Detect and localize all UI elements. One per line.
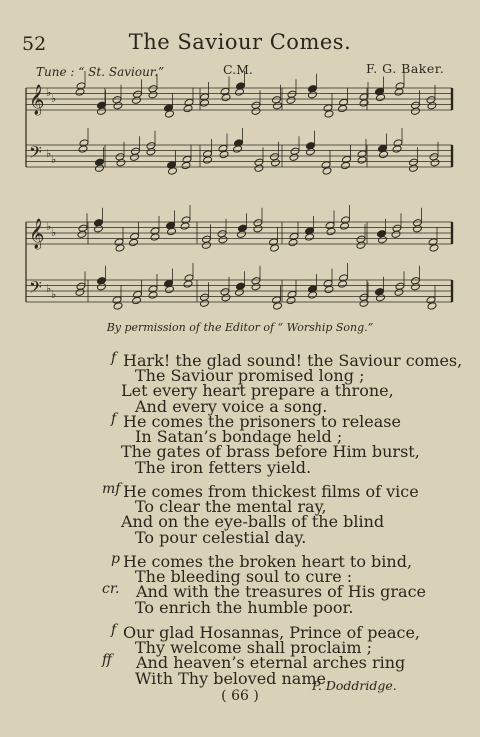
meter-label: C.M. xyxy=(223,62,253,77)
hymn-line: He comes the broken heart to bind, xyxy=(123,552,413,571)
note-head xyxy=(77,230,87,238)
note-head xyxy=(75,88,85,96)
dynamic-mark: mf xyxy=(102,481,121,497)
hymn-line: With Thy beloved name. xyxy=(135,668,332,688)
note-head xyxy=(180,222,190,230)
note-head xyxy=(202,241,212,249)
flat-icon: ♭ xyxy=(46,220,52,233)
note-head xyxy=(394,288,404,296)
note-head xyxy=(413,225,423,233)
note-head xyxy=(359,299,369,307)
hymn-line: Let every heart prepare a throne, xyxy=(121,381,394,401)
flat-icon: ♭ xyxy=(51,153,57,166)
note-head xyxy=(356,241,366,249)
dynamic-mark: cr. xyxy=(102,581,120,598)
note-head xyxy=(392,145,402,153)
note-head xyxy=(95,164,105,172)
bass-clef-icon: 𝄢 xyxy=(29,142,42,166)
note-head xyxy=(340,222,350,230)
bass-clef-icon: 𝄢 xyxy=(29,277,42,301)
note-head xyxy=(251,283,261,291)
treble-clef-icon: 𝄞 xyxy=(29,219,45,249)
dynamic-mark: p xyxy=(111,551,120,567)
note-head xyxy=(235,88,245,96)
note-head xyxy=(203,156,213,164)
note-head xyxy=(359,99,369,107)
hymn-line: The Saviour promised long ; xyxy=(135,366,365,386)
hymn-line: And with the treasures of His grace xyxy=(136,582,426,602)
flat-icon: ♭ xyxy=(51,226,57,239)
note-head xyxy=(308,91,318,99)
note-head xyxy=(338,280,348,288)
note-head xyxy=(97,107,107,115)
flat-icon: ♭ xyxy=(51,92,57,105)
note-head xyxy=(341,161,351,169)
note-head xyxy=(130,153,140,161)
note-head xyxy=(94,225,104,233)
note-head xyxy=(78,145,88,153)
note-head xyxy=(357,156,367,164)
note-head xyxy=(286,296,296,304)
note-head xyxy=(146,148,156,156)
note-head xyxy=(132,96,142,104)
note-head xyxy=(254,164,264,172)
dynamic-mark: f xyxy=(111,411,117,427)
permission-note: By permission of the Editor of “ Worship Song.” xyxy=(106,321,374,334)
dynamic-mark: f xyxy=(111,622,117,638)
hymn-line: To enrich the humble poor. xyxy=(135,597,354,617)
note-head xyxy=(409,164,419,172)
note-head xyxy=(411,283,421,291)
hymn-title: The Saviour Comes. xyxy=(128,30,352,54)
music-score xyxy=(0,0,480,330)
hymn-line: Our glad Hosannas, Prince of peace, xyxy=(123,623,421,642)
note-head xyxy=(251,107,261,115)
hymn-line: The iron fetters yield. xyxy=(135,457,312,477)
note-head xyxy=(288,238,298,246)
note-head xyxy=(394,88,404,96)
hymn-line: To pour celestial day. xyxy=(135,527,307,547)
note-head xyxy=(289,153,299,161)
author-name: P. Doddridge. xyxy=(312,678,397,693)
note-head xyxy=(306,148,316,156)
note-head xyxy=(97,283,107,291)
hymn-line: The bleeding soul to cure : xyxy=(135,567,353,587)
note-head xyxy=(183,104,193,112)
page-number: 52 xyxy=(22,33,47,55)
note-head xyxy=(148,291,158,299)
note-head xyxy=(305,233,315,241)
note-head xyxy=(338,104,348,112)
note-head xyxy=(233,145,243,153)
hymn-line: He comes the prisoners to release xyxy=(123,412,401,431)
note-head xyxy=(308,291,318,299)
hymn-line: And heaven’s eternal arches ring xyxy=(136,653,406,673)
composer-name: F. G. Baker. xyxy=(366,61,445,76)
note-head xyxy=(150,233,160,241)
flat-icon: ♭ xyxy=(46,86,52,99)
note-head xyxy=(75,288,85,296)
tune-name: Tune : “ St. Saviour.” xyxy=(36,65,165,79)
note-head xyxy=(411,107,421,115)
hymn-line: He comes from thickest films of vice xyxy=(123,482,419,501)
note-head xyxy=(253,225,263,233)
note-head xyxy=(286,96,296,104)
flat-icon: ♭ xyxy=(46,147,52,160)
hymn-line: In Satan’s bondage held ; xyxy=(135,427,343,447)
note-head xyxy=(200,299,210,307)
note-head xyxy=(148,91,158,99)
note-head xyxy=(181,161,191,169)
dynamic-mark: f xyxy=(111,350,117,366)
hymn-line: And on the eye-balls of the blind xyxy=(121,512,385,532)
hymn-line: Thy welcome shall proclaim ; xyxy=(135,638,372,658)
note-head xyxy=(132,296,142,304)
treble-clef-icon: 𝄞 xyxy=(29,85,45,115)
flat-icon: ♭ xyxy=(46,282,52,295)
hymn-line: To clear the mental ray, xyxy=(135,497,327,517)
hymn-line: The gates of brass before Him burst, xyxy=(121,442,420,462)
note-head xyxy=(183,280,193,288)
flat-icon: ♭ xyxy=(51,288,57,301)
note-head xyxy=(129,238,139,246)
note-head xyxy=(235,288,245,296)
note-head xyxy=(237,230,247,238)
note-head xyxy=(391,230,401,238)
hymn-line: Hark! the glad sound! the Saviour comes, xyxy=(123,351,463,370)
page-footer: ( 66 ) xyxy=(221,688,259,704)
note-head xyxy=(200,99,210,107)
hymn-line: And every voice a song. xyxy=(135,396,328,416)
dynamic-mark: ff xyxy=(102,652,112,669)
